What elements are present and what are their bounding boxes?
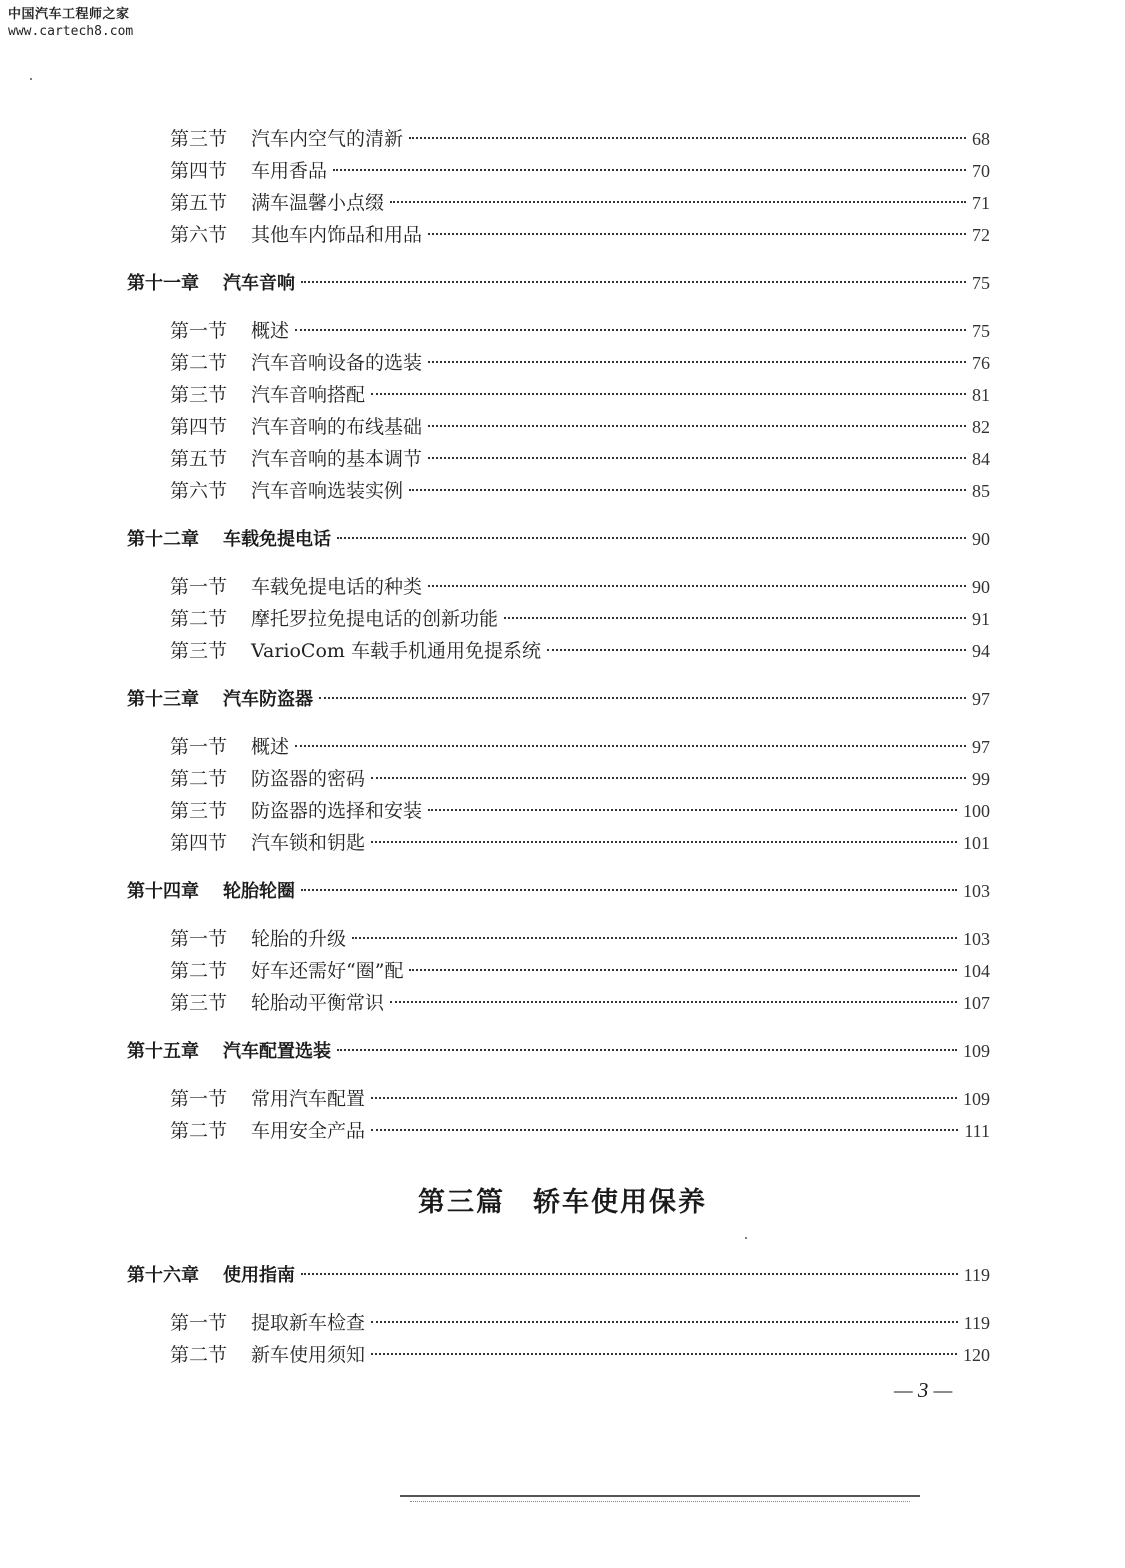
toc-entry-page: 103: [963, 881, 990, 901]
toc-entry-page: 84: [972, 449, 990, 469]
toc-entry-title: 汽车锁和钥匙: [251, 832, 366, 854]
toc-section-row: [170, 318, 990, 344]
toc-chapter-row: [127, 1262, 990, 1288]
toc-entry-title: 防盗器的选择和安装: [251, 800, 423, 822]
toc-section-row: [170, 734, 990, 760]
watermark-title: 中国汽车工程师之家: [8, 7, 130, 22]
dot-leader: [371, 1353, 957, 1355]
dot-leader: [295, 329, 966, 331]
toc-entry-title: 汽车配置选装: [223, 1041, 331, 1062]
toc-entry-label: 第十二章: [127, 529, 199, 550]
dot-leader: [547, 649, 966, 651]
dot-leader: [409, 137, 966, 139]
toc-section-row: [170, 990, 990, 1016]
dot-leader: [390, 201, 966, 203]
dot-leader: [337, 537, 966, 539]
toc-section-row: [170, 1086, 990, 1112]
toc-entry-label: 第六节: [170, 224, 228, 246]
toc-entry-title: 轮胎轮圈: [223, 881, 295, 902]
toc-chapter-row: [127, 686, 990, 712]
toc-entry-title: 防盗器的密码: [251, 768, 366, 790]
dot-leader: [371, 777, 966, 779]
toc-entry-page: 119: [963, 1265, 990, 1285]
toc-section-row: [170, 382, 990, 408]
toc-entry-title: 常用汽车配置: [251, 1088, 366, 1110]
dot-leader: [504, 617, 966, 619]
part-title: 轿车使用保养: [533, 1187, 707, 1218]
toc-entry-title: 提取新车检查: [251, 1312, 366, 1334]
toc-entry-title: 汽车音响搭配: [251, 384, 366, 406]
toc-entry-title: 概述: [251, 320, 290, 342]
dot-leader: [371, 841, 957, 843]
toc-entry-label: 第一节: [170, 1088, 228, 1110]
dot-leader: [301, 1273, 958, 1275]
toc-entry-title: 车载免提电话: [223, 529, 331, 550]
toc-entry-page: 100: [963, 801, 990, 821]
toc-section-row: [170, 190, 990, 216]
toc-entry-title: 其他车内饰品和用品: [251, 224, 423, 246]
dot-leader: [301, 281, 966, 283]
toc-section-row: [170, 126, 990, 152]
toc-entry-page: 82: [972, 417, 990, 437]
toc-entry-label: 第四节: [170, 832, 228, 854]
toc-chapter-row: [127, 1038, 990, 1064]
watermark-url: www.cartech8.com: [8, 24, 134, 39]
toc-entry-title: 汽车音响设备的选装: [251, 352, 423, 374]
toc-entry-page: 76: [972, 353, 990, 373]
toc-entry-page: 91: [972, 609, 990, 629]
toc-entry-page: 97: [972, 689, 990, 709]
toc-entry-page: 75: [972, 321, 990, 341]
toc-entry-title: 汽车内空气的清新: [251, 128, 404, 150]
toc-chapter-row: [127, 878, 990, 904]
toc-entry-label: 第三节: [170, 800, 228, 822]
toc-section-row: [170, 350, 990, 376]
dot-leader: [371, 393, 966, 395]
toc-entry-title: 汽车音响选装实例: [251, 480, 404, 502]
toc-entry-label: 第二节: [170, 1344, 228, 1366]
part-label: 第三篇: [418, 1187, 505, 1218]
toc-entry-title: 车载免提电话的种类: [251, 576, 423, 598]
toc-entry-title: 车用安全产品: [251, 1120, 366, 1142]
toc-section-row: [170, 1118, 990, 1144]
toc-entry-title: 好车还需好“圈”配: [251, 960, 404, 982]
toc-chapter-row: [127, 270, 990, 296]
toc-entry-label: 第四节: [170, 160, 228, 182]
scan-speck: [745, 1237, 747, 1239]
toc-entry-title: 汽车音响的基本调节: [251, 448, 423, 470]
toc-entry-label: 第十四章: [127, 881, 199, 902]
toc-entry-label: 第三节: [170, 384, 228, 406]
toc-section-row: [170, 798, 990, 824]
toc-section-row: [170, 478, 990, 504]
toc-entry-page: 120: [963, 1345, 990, 1365]
dot-leader: [409, 489, 966, 491]
toc-entry-page: 109: [963, 1089, 990, 1109]
toc-entry-label: 第二节: [170, 1120, 228, 1142]
toc-section-row: [170, 158, 990, 184]
toc-entry-page: 85: [972, 481, 990, 501]
toc-entry-page: 99: [972, 769, 990, 789]
dot-leader: [371, 1129, 958, 1131]
toc-entry-title: 概述: [251, 736, 290, 758]
scan-artifact-line: [400, 1495, 920, 1497]
toc-entry-page: 111: [964, 1121, 990, 1141]
toc-entry-label: 第二节: [170, 960, 228, 982]
toc-entry-label: 第十一章: [127, 273, 199, 294]
toc-entry-label: 第十六章: [127, 1265, 199, 1286]
dot-leader: [333, 169, 966, 171]
dot-leader: [428, 585, 966, 587]
toc-entry-page: 103: [963, 929, 990, 949]
dot-leader: [428, 233, 966, 235]
dot-leader: [428, 425, 966, 427]
toc-section-row: [170, 574, 990, 600]
toc-entry-label: 第二节: [170, 768, 228, 790]
toc-section-row: [170, 1342, 990, 1368]
toc-entry-title: 轮胎的升级: [251, 928, 347, 950]
toc-entry-page: 68: [972, 129, 990, 149]
toc-entry-title: 汽车音响: [223, 273, 295, 294]
toc-entry-label: 第三节: [170, 992, 228, 1014]
dot-leader: [428, 457, 966, 459]
toc-entry-label: 第十五章: [127, 1041, 199, 1062]
toc-entry-label: 第六节: [170, 480, 228, 502]
toc-section-row: [170, 222, 990, 248]
toc-entry-page: 97: [972, 737, 990, 757]
toc-entry-page: 119: [963, 1313, 990, 1333]
toc-entry-page: 75: [972, 273, 990, 293]
page-number: — 3 —: [894, 1378, 953, 1402]
toc-entry-label: 第四节: [170, 416, 228, 438]
toc-entry-title: 满车温馨小点缀: [251, 192, 385, 214]
toc-entry-title: 汽车音响的布线基础: [251, 416, 423, 438]
toc-entry-label: 第三节: [170, 128, 228, 150]
dot-leader: [295, 745, 966, 747]
toc-chapter-row: [127, 526, 990, 552]
toc-entry-page: 71: [972, 193, 990, 213]
toc-entry-page: 104: [963, 961, 990, 981]
dot-leader: [301, 889, 957, 891]
dot-leader: [409, 969, 957, 971]
toc-entry-title: 汽车防盗器: [223, 689, 313, 710]
toc-entry-title: VarioCom 车载手机通用免提系统: [251, 640, 541, 662]
toc-entry-page: 94: [972, 641, 990, 661]
toc-entry-page: 109: [963, 1041, 990, 1061]
toc-section-row: [170, 1310, 990, 1336]
toc-entry-label: 第一节: [170, 928, 228, 950]
toc-entry-title: 使用指南: [223, 1265, 295, 1286]
toc-entry-page: 101: [963, 833, 990, 853]
toc-section-row: [170, 766, 990, 792]
dot-leader: [390, 1001, 957, 1003]
toc-section-row: [170, 414, 990, 440]
toc-entry-title: 摩托罗拉免提电话的创新功能: [251, 608, 499, 630]
dot-leader: [337, 1049, 957, 1051]
part-heading: [0, 1180, 1125, 1219]
toc-entry-title: 新车使用须知: [251, 1344, 366, 1366]
scan-speck: [30, 78, 32, 80]
toc-entry-label: 第二节: [170, 352, 228, 374]
scan-artifact-line-faint: [410, 1501, 910, 1502]
toc-section-row: [170, 446, 990, 472]
toc-entry-label: 第一节: [170, 576, 228, 598]
toc-entry-page: 81: [972, 385, 990, 405]
toc-entry-page: 70: [972, 161, 990, 181]
dot-leader: [428, 361, 966, 363]
toc-entry-page: 90: [972, 577, 990, 597]
toc-entry-label: 第十三章: [127, 689, 199, 710]
toc-section-row: [170, 830, 990, 856]
toc-entry-page: 90: [972, 529, 990, 549]
dot-leader: [352, 937, 957, 939]
toc-entry-label: 第五节: [170, 448, 228, 470]
toc-section-row: [170, 958, 990, 984]
toc-entry-title: 车用香品: [251, 160, 328, 182]
toc-entry-label: 第一节: [170, 1312, 228, 1334]
dot-leader: [319, 697, 966, 699]
toc-entry-label: 第二节: [170, 608, 228, 630]
dot-leader: [371, 1097, 957, 1099]
toc-section-row: [170, 926, 990, 952]
toc-entry-title: 轮胎动平衡常识: [251, 992, 385, 1014]
dot-leader: [371, 1321, 958, 1323]
toc-section-row: [170, 606, 990, 632]
toc-entry-label: 第五节: [170, 192, 228, 214]
toc-entry-label: 第三节: [170, 640, 228, 662]
toc-entry-page: 72: [972, 225, 990, 245]
toc-entry-label: 第一节: [170, 736, 228, 758]
toc-section-row: [170, 638, 990, 664]
toc-entry-label: 第一节: [170, 320, 228, 342]
dot-leader: [428, 809, 957, 811]
toc-entry-page: 107: [963, 993, 990, 1013]
